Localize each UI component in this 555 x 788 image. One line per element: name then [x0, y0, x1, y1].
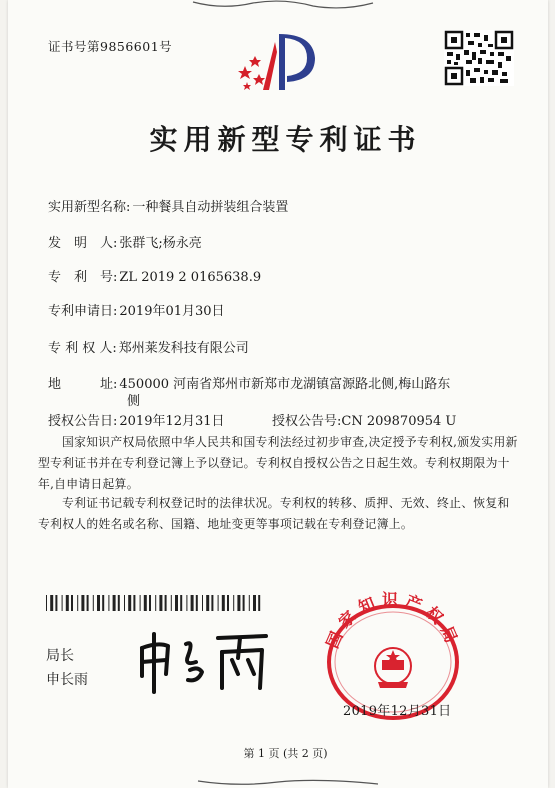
- director-signature-icon: [128, 618, 278, 698]
- top-ornament: [183, 0, 383, 12]
- filing-date: 2019年01月30日: [119, 304, 225, 319]
- field-label: 专 利 权 人:: [48, 341, 117, 356]
- director-name: 申长雨: [46, 672, 88, 688]
- body-paragraph: 专利证书记载专利权登记时的法律状况。专利权的转移、质押、无效、终止、恢复和专利权人的姓名或名称、国籍、地址变更等事项记载在专利登记簿上。: [38, 496, 510, 531]
- certificate-number: 证书号第9856601号: [48, 39, 173, 54]
- patent-number: ZL 2019 2 0165638.9: [119, 270, 262, 285]
- field-label: 授权公告日:: [48, 414, 118, 429]
- certificate-title: 实用新型专利证书: [149, 123, 422, 156]
- field-label: 授权公告号:: [272, 414, 342, 429]
- address: 450000 河南省郑州市新郑市龙湖镇富源路北侧,梅山路东: [119, 377, 451, 392]
- field-label: 地 址:: [48, 377, 118, 392]
- director-title: 局长: [46, 648, 74, 664]
- qr-code-icon: [444, 30, 514, 86]
- page-indicator: 第 1 页 (共 2 页): [243, 747, 328, 760]
- bottom-ornament: [188, 778, 388, 788]
- field-label: 专 利 号:: [48, 270, 118, 285]
- inventor-row: [48, 232, 202, 251]
- body-paragraph: 国家知识产权局依照中华人民共和国专利法经过初步审查,决定授予专利权,颁发实用新型专利证书并在专利登记簿上予以登记。专利权自授权公告之日起生效。专利权期限为十年,自申请日起算。: [38, 435, 518, 491]
- seal-text: 国家知识产权局: [322, 590, 464, 651]
- inventor-names: 张群飞;杨永亮: [119, 236, 202, 251]
- grant-date-row: [48, 410, 225, 429]
- utility-model-name-row: [48, 196, 288, 215]
- field-label: 专利申请日:: [48, 304, 118, 319]
- grant-number: CN 209870954 U: [341, 414, 457, 429]
- certificate-page: [8, 0, 548, 788]
- filing-date-row: [48, 300, 225, 319]
- address-continuation: 侧: [127, 394, 141, 409]
- patentee: 郑州莱发科技有限公司: [118, 341, 249, 356]
- grant-date: 2019年12月31日: [119, 414, 225, 429]
- field-label: 实用新型名称:: [48, 200, 131, 215]
- svg-text:国家知识产权局: [323, 590, 464, 651]
- barcode-icon: [46, 595, 261, 611]
- patentee-row: [48, 337, 249, 356]
- seal-date: 2019年12月31日: [343, 704, 452, 719]
- address-row: [48, 373, 450, 392]
- grant-number-row: [272, 410, 456, 429]
- utility-model-name: 一种餐具自动拼装组合装置: [132, 200, 289, 215]
- cnipa-logo-icon: [233, 30, 317, 94]
- patent-number-row: [48, 266, 261, 285]
- field-label: 发 明 人:: [48, 236, 118, 251]
